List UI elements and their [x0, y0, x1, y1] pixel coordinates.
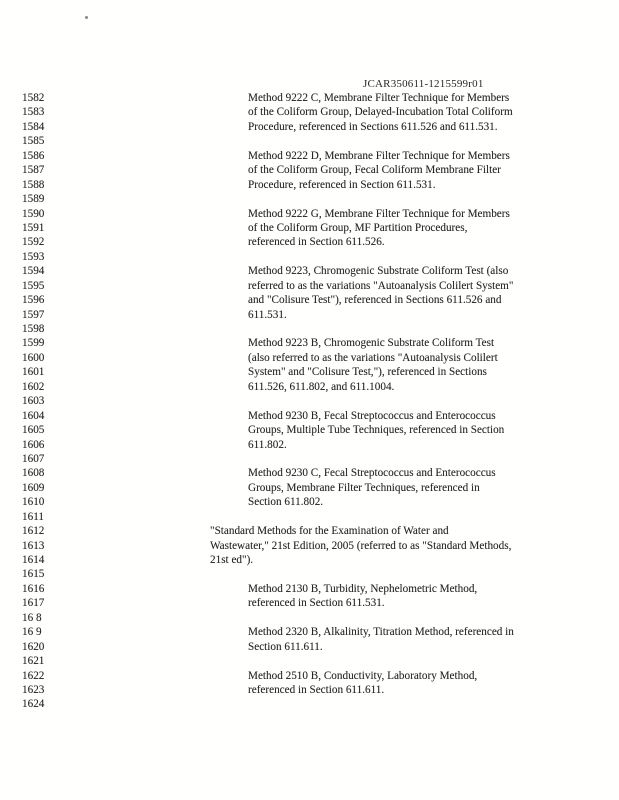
- line-number: 1591: [22, 221, 45, 234]
- document-line: [0, 380, 619, 394]
- document-line: [0, 596, 619, 610]
- line-text: Method 9222 C, Membrane Filter Technique for Members: [248, 92, 510, 104]
- document-line: [0, 394, 619, 408]
- document-line: [0, 553, 619, 567]
- document-line: [0, 279, 619, 293]
- line-number: 1588: [22, 178, 45, 191]
- line-number: 1608: [22, 467, 45, 480]
- line-number: 16 8: [22, 611, 42, 624]
- line-number: 1583: [22, 106, 45, 119]
- document-body: [0, 91, 619, 712]
- line-text: referenced in Section 611.611.: [248, 683, 385, 696]
- line-text: Section 611.802.: [248, 496, 324, 509]
- line-text: 611.802.: [248, 438, 287, 451]
- line-text: of the Coliform Group, Fecal Coliform Membrane Filter: [248, 164, 501, 177]
- document-line: [0, 207, 619, 221]
- document-line: [0, 235, 619, 249]
- document-line: [0, 654, 619, 668]
- line-number: 1599: [22, 337, 45, 350]
- document-line: [0, 582, 619, 596]
- line-text: Method 2320 B, Alkalinity, Titration Method, referenced in: [248, 626, 514, 639]
- line-number: 1592: [22, 236, 45, 249]
- line-number: 1609: [22, 481, 45, 494]
- document-line: [0, 466, 619, 480]
- line-text: Method 2130 B, Turbidity, Nephelometric Method,: [248, 582, 478, 595]
- line-text: (also referred to as the variations "Autoanalysis Colilert: [248, 351, 498, 364]
- line-text: and "Colisure Test"), referenced in Sections 611.526 and: [248, 294, 502, 307]
- line-text: of the Coliform Group, Delayed-Incubation Total Coliform: [248, 106, 513, 119]
- document-id: JCAR350611-1215599r01: [363, 78, 484, 90]
- document-line: [0, 625, 619, 639]
- document-line: [0, 481, 619, 495]
- line-text: Method 9230 B, Fecal Streptococcus and Enterococcus: [248, 409, 496, 422]
- line-text: Groups, Membrane Filter Techniques, referenced in: [248, 481, 480, 494]
- line-number: 1596: [22, 294, 45, 307]
- line-number: 1607: [22, 452, 45, 465]
- line-number: 1614: [22, 554, 45, 566]
- line-text: Method 9222 G, Membrane Filter Technique for Members: [248, 207, 510, 220]
- document-line: [0, 438, 619, 452]
- document-line: [0, 611, 619, 625]
- line-number: 16 9: [22, 626, 42, 639]
- line-number: 1590: [22, 207, 45, 220]
- line-text: Method 9222 D, Membrane Filter Technique for Members: [248, 149, 510, 162]
- document-line: [0, 669, 619, 683]
- line-number: 1585: [22, 135, 45, 148]
- document-line: [0, 510, 619, 524]
- document-line: [0, 495, 619, 509]
- line-text: Method 9223 B, Chromogenic Substrate Coliform Test: [248, 337, 495, 350]
- document-line: [0, 539, 619, 553]
- document-line: [0, 365, 619, 379]
- document-line: [0, 409, 619, 423]
- document-line: [0, 322, 619, 336]
- line-number: 1598: [22, 323, 45, 335]
- line-number: 1616: [22, 582, 45, 595]
- document-line: [0, 192, 619, 206]
- document-line: [0, 149, 619, 163]
- line-number: 1589: [22, 193, 45, 206]
- document-line: [0, 293, 619, 307]
- document-line: [0, 178, 619, 192]
- document-line: [0, 423, 619, 437]
- line-number: 1606: [22, 438, 45, 451]
- document-line: [0, 134, 619, 148]
- line-text: System" and "Colisure Test,"), referenced in Sections: [248, 366, 487, 379]
- line-number: 1604: [22, 409, 45, 422]
- line-text: referenced in Section 611.531.: [248, 597, 385, 610]
- document-line: [0, 336, 619, 350]
- line-text: Method 9230 C, Fecal Streptococcus and Enterococcus: [248, 467, 496, 480]
- line-number: 1582: [22, 92, 45, 104]
- document-line: [0, 683, 619, 697]
- line-number: 1623: [22, 683, 45, 696]
- document-line: [0, 91, 619, 105]
- line-number: 1621: [22, 655, 45, 668]
- document-line: [0, 163, 619, 177]
- line-number: 1595: [22, 279, 45, 292]
- line-text: Method 9223, Chromogenic Substrate Coliform Test (also: [248, 265, 509, 278]
- line-text: 611.531.: [248, 308, 287, 321]
- line-text: referred to as the variations "Autoanalysis Colilert System": [248, 279, 514, 292]
- document-line: [0, 452, 619, 466]
- document-line: [0, 308, 619, 322]
- line-text: Wastewater," 21st Edition, 2005 (referred to as "Standard Methods,: [210, 539, 512, 552]
- line-text: Section 611.611.: [248, 640, 323, 653]
- line-number: 1601: [22, 366, 45, 379]
- line-number: 1603: [22, 395, 45, 408]
- line-number: 1605: [22, 424, 45, 437]
- line-number: 1622: [22, 669, 45, 682]
- line-number: 1617: [22, 597, 45, 610]
- document-line: [0, 567, 619, 581]
- document-line: [0, 264, 619, 278]
- document-line: [0, 221, 619, 235]
- line-number: 1624: [22, 698, 45, 711]
- line-number: 1594: [22, 265, 45, 278]
- line-text: Groups, Multiple Tube Techniques, referenced in Section: [248, 424, 505, 437]
- line-text: referenced in Section 611.526.: [248, 236, 385, 249]
- line-number: 1620: [22, 640, 45, 653]
- document-line: [0, 250, 619, 264]
- document-line: [0, 351, 619, 365]
- line-number: 1613: [22, 539, 45, 552]
- line-number: 1586: [22, 149, 45, 162]
- document-line: [0, 120, 619, 134]
- line-text: 21st ed").: [210, 554, 254, 566]
- line-text: Procedure, referenced in Section 611.531.: [248, 178, 436, 191]
- scan-speck: [85, 16, 88, 19]
- line-number: 1602: [22, 380, 45, 393]
- line-text: "Standard Methods for the Examination of Water and: [210, 525, 449, 538]
- line-number: 1597: [22, 308, 45, 321]
- line-number: 1615: [22, 568, 45, 581]
- line-text: of the Coliform Group, MF Partition Procedures,: [248, 221, 468, 234]
- document-line: [0, 697, 619, 711]
- document-line: [0, 640, 619, 654]
- line-number: 1612: [22, 525, 45, 538]
- line-number: 1610: [22, 496, 45, 509]
- line-number: 1611: [22, 510, 44, 523]
- document-line: [0, 524, 619, 538]
- line-number: 1593: [22, 250, 45, 263]
- document-line: [0, 105, 619, 119]
- line-number: 1600: [22, 351, 45, 364]
- line-number: 1587: [22, 164, 45, 177]
- line-number: 1584: [22, 120, 45, 133]
- line-text: Method 2510 B, Conductivity, Laboratory Method,: [248, 669, 478, 682]
- line-text: 611.526, 611.802, and 611.1004.: [248, 380, 395, 393]
- line-text: Procedure, referenced in Sections 611.526 and 611.531.: [248, 120, 498, 133]
